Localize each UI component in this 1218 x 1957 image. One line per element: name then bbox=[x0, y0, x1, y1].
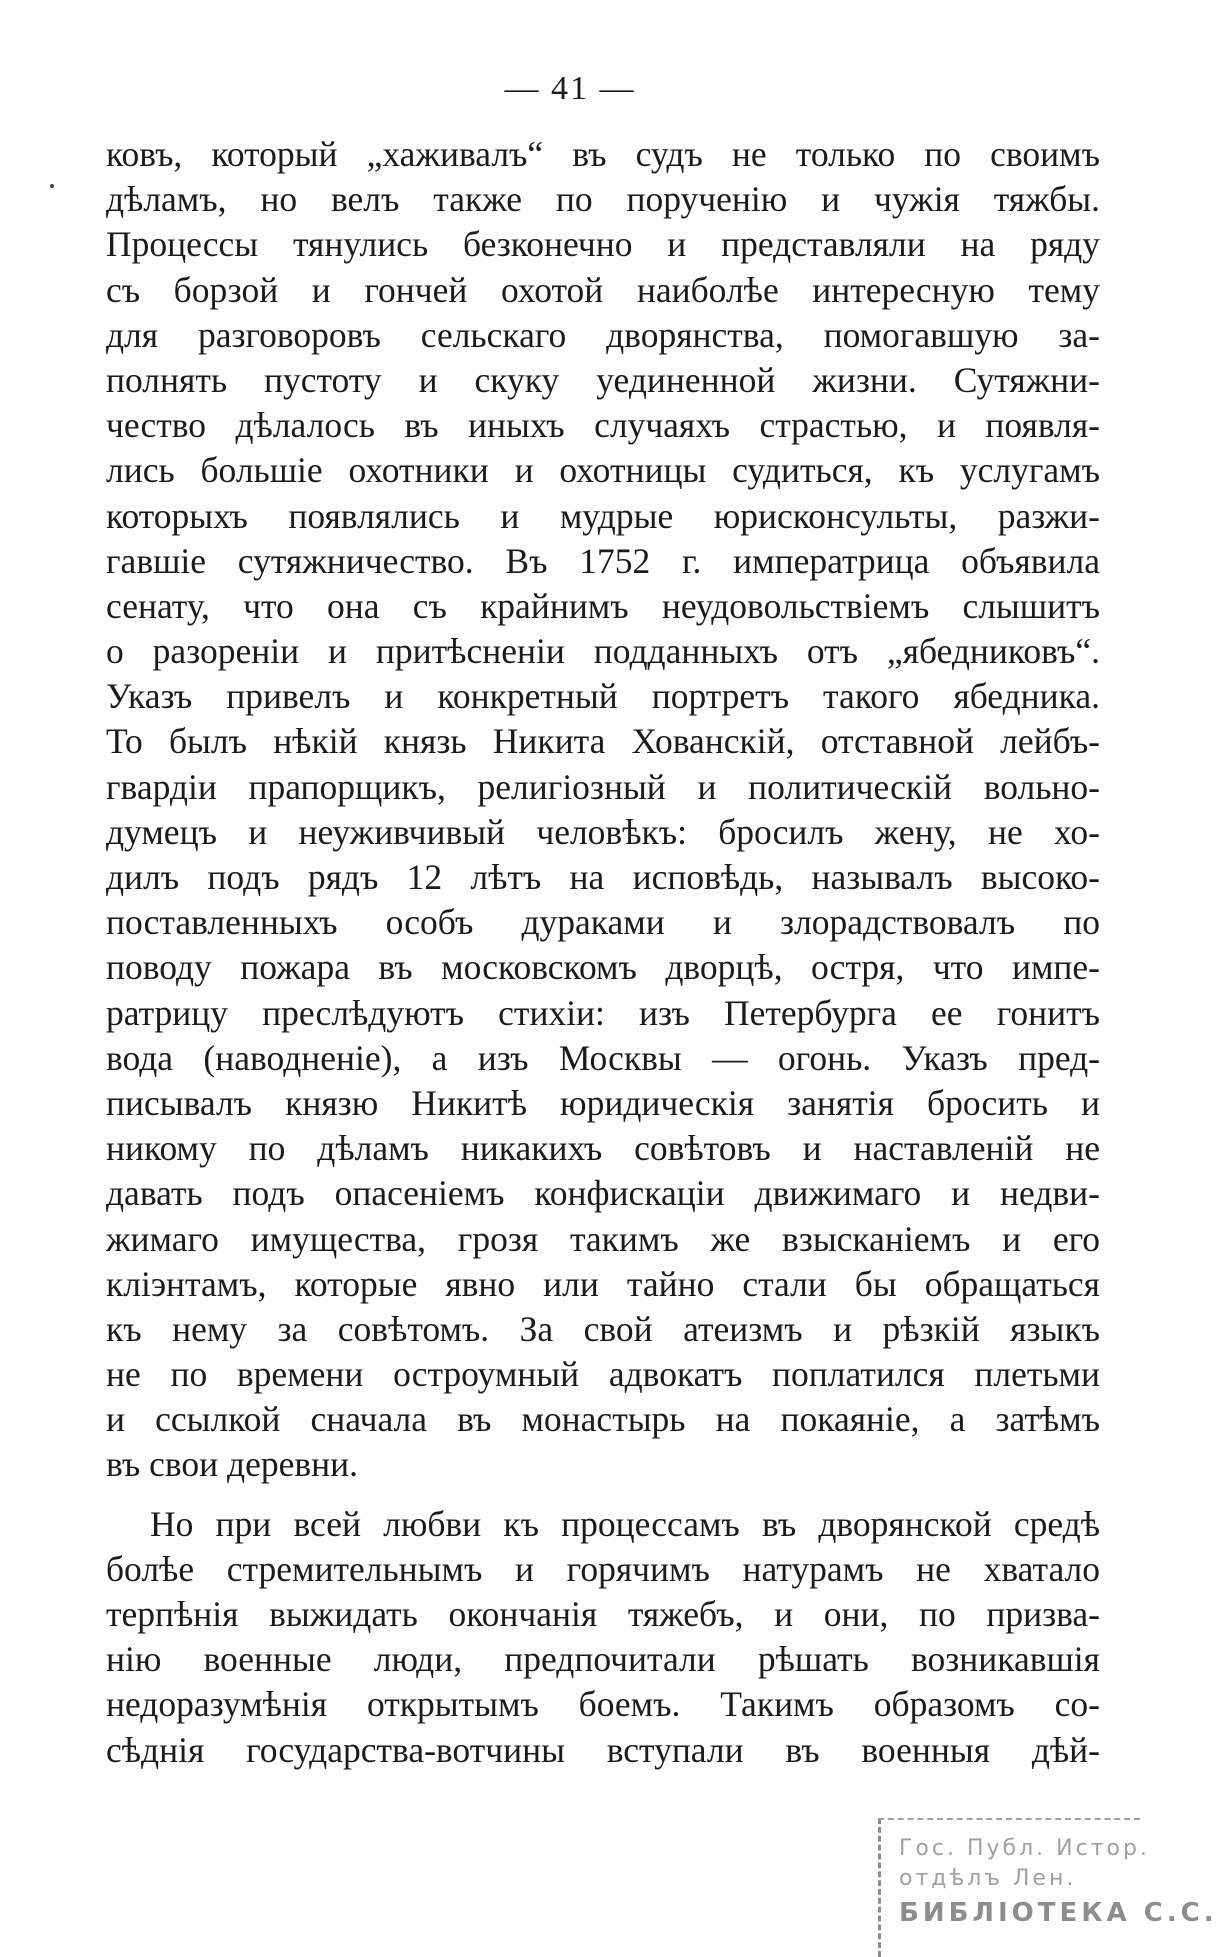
paper-speck bbox=[50, 184, 54, 188]
text-line: думецъ и неуживчивый человѣкъ: бросилъ жену, не хо- bbox=[106, 811, 1100, 852]
text-line: полнять пустоту и скуку уединенной жизни. Сутяжни- bbox=[106, 359, 1100, 400]
text-line: ратрицу преслѣдуютъ стихіи: изъ Петербурга ее гонитъ bbox=[106, 992, 1100, 1033]
text-line: вода (наводненіе), а изъ Москвы — огонь. Указъ пред- bbox=[106, 1037, 1100, 1078]
text-line: болѣе стремительнымъ и горячимъ натурамъ не хватало bbox=[106, 1548, 1100, 1589]
text-line: которыхъ появлялись и мудрые юрисконсульты, разжи- bbox=[106, 495, 1100, 536]
text-line: лись большіе охотники и охотницы судиться, къ услугамъ bbox=[106, 450, 1100, 491]
text-line: Но при всей любви къ процессамъ въ дворянской средѣ bbox=[150, 1503, 1100, 1544]
text-line: жимаго имущества, грозя такимъ же взысканіемъ и его bbox=[106, 1218, 1100, 1259]
text-line: къ нему за совѣтомъ. За свой атеизмъ и рѣзкій языкъ bbox=[106, 1308, 1100, 1349]
text-line: никому по дѣламъ никакихъ совѣтовъ и наставленій не bbox=[106, 1128, 1100, 1169]
text-line: терпѣнія выжидать окончанія тяжебъ, и они, по призва- bbox=[106, 1594, 1100, 1634]
text-line: гавшіе сутяжничество. Въ 1752 г. императрица объявила bbox=[106, 540, 1100, 581]
paragraph-gap bbox=[106, 1488, 1100, 1502]
stamp-line: отдѣлъ Лен. bbox=[899, 1866, 1077, 1891]
body-text bbox=[106, 132, 1100, 1773]
text-line: гвардіи прапорщикъ, религіозный и политическій вольно- bbox=[106, 766, 1100, 807]
text-line: Указъ привелъ и конкретный портретъ такого ябедника. bbox=[106, 676, 1100, 717]
text-line: не по времени остроумный адвокатъ поплатился плетьми bbox=[106, 1354, 1100, 1395]
text-line: давать подъ опасеніемъ конфискаціи движимаго и недви- bbox=[106, 1173, 1100, 1214]
text-line: нію военные люди, предпочитали рѣшать возникавшія bbox=[106, 1639, 1100, 1680]
text-line: чество дѣлалось въ иныхъ случаяхъ страстью, и появля- bbox=[106, 405, 1100, 446]
text-line: дѣламъ, но велъ также по порученію и чужія тяжбы. bbox=[106, 179, 1100, 220]
paragraph bbox=[106, 132, 1100, 1488]
text-line: съ борзой и гончей охотой наиболѣе интересную тему bbox=[106, 269, 1100, 310]
text-line: кліэнтамъ, которые явно или тайно стали бы обращаться bbox=[106, 1263, 1100, 1304]
stamp-line: Гос. Публ. Истор. bbox=[899, 1836, 1150, 1861]
text-line: дилъ подъ рядъ 12 лѣтъ на исповѣдь, называлъ высоко- bbox=[106, 857, 1100, 897]
text-line: для разговоровъ сельскаго дворянства, помогавшую за- bbox=[106, 314, 1100, 355]
text-line: сѣднія государства-вотчины вступали въ военныя дѣй- bbox=[106, 1729, 1100, 1770]
paragraph bbox=[106, 1502, 1100, 1773]
text-line: писывалъ князю Никитѣ юридическія занятія бросить и bbox=[106, 1082, 1100, 1123]
text-line: Процессы тянулись безконечно и представляли на ряду bbox=[106, 224, 1100, 265]
text-line: То былъ нѣкій князь Никита Хованскій, отставной лейбъ- bbox=[106, 721, 1100, 762]
page-number: — 41 — bbox=[504, 70, 636, 107]
text-line: поводу пожара въ московскомъ дворцѣ, остря, что импе- bbox=[106, 947, 1100, 988]
text-line: въ свои деревни. bbox=[106, 1444, 358, 1485]
text-line: и ссылкой сначала въ монастырь на покаяніе, а затѣмъ bbox=[106, 1399, 1100, 1440]
stamp-line: БИБЛІОТЕКА С.С. bbox=[899, 1898, 1218, 1928]
text-line: недоразумѣнія открытымъ боемъ. Такимъ образомъ со- bbox=[106, 1684, 1100, 1725]
text-line: поставленныхъ особъ дураками и злорадствовалъ по bbox=[106, 902, 1100, 943]
text-line: о разореніи и притѣсненіи подданныхъ отъ „ябедниковъ“. bbox=[106, 631, 1100, 672]
text-line: ковъ, который „хаживалъ“ въ судъ не только по своимъ bbox=[106, 134, 1100, 174]
text-line: сенату, что она съ крайнимъ неудовольствіемъ слышитъ bbox=[106, 585, 1100, 626]
library-stamp bbox=[878, 1818, 1218, 1957]
